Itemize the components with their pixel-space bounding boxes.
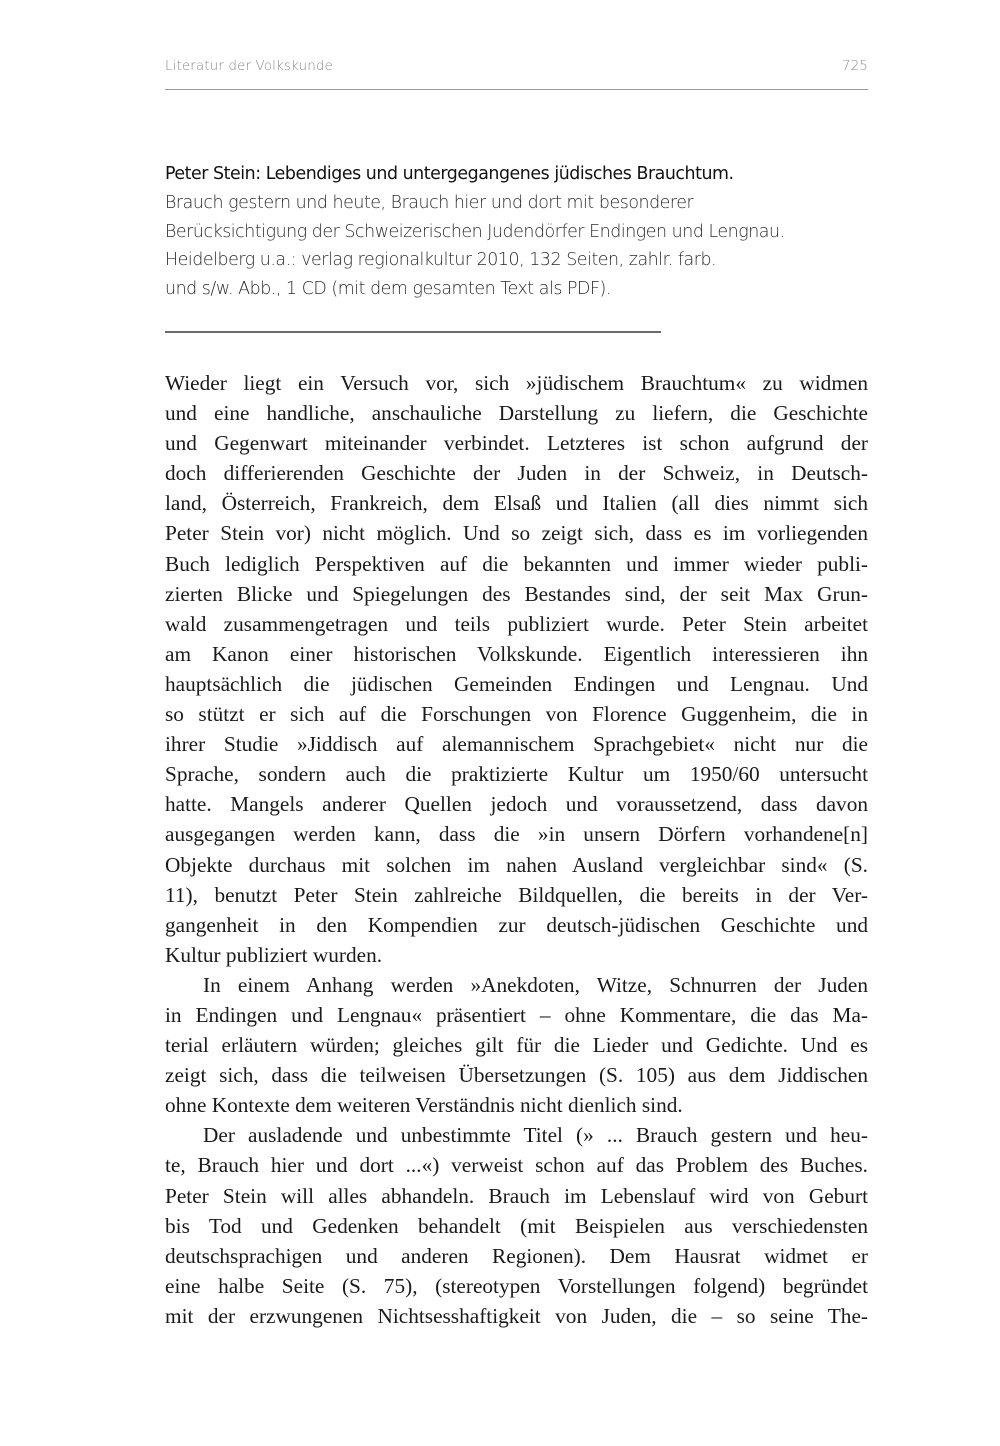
text-line: ihrer Studie »Jiddisch auf alemannischem Sprachgebiet« nicht nur die: [165, 732, 868, 757]
text-line: Sprache, sondern auch die praktizierte Kultur um 1950/60 untersucht: [165, 762, 868, 787]
text-line: und Gegenwart miteinander verbindet. Letzteres ist schon aufgrund der: [165, 431, 868, 456]
text-line: terial erläutern würden; gleiches gilt für die Lieder und Gedichte. Und es: [165, 1033, 868, 1058]
text-line: Buch lediglich Perspektiven auf die bekannten und immer wieder publi-: [165, 551, 868, 576]
text-line: hauptsächlich die jüdischen Gemeinden Endingen und Lengnau. Und: [165, 671, 868, 696]
page-number: 725: [841, 58, 868, 74]
citation-title: Peter Stein: Lebendiges und untergegangenes jüdisches Brauchtum.: [165, 164, 734, 184]
text-line: land, Österreich, Frankreich, dem Elsaß und Italien (all dies nimmt sich: [165, 491, 868, 516]
text-line: wald zusammengetragen und teils publiziert wurde. Peter Stein arbeitet: [165, 611, 868, 636]
text-line: Peter Stein vor) nicht möglich. Und so zeigt sich, dass es im vorliegenden: [165, 521, 868, 546]
text-line: ohne Kontexte dem weiteren Verständnis nicht dienlich sind.: [165, 1093, 683, 1118]
review-body: [165, 368, 868, 1331]
running-head: [165, 58, 868, 78]
text-line: eine halbe Seite (S. 75), (stereotypen Vorstellungen folgend) begründet: [165, 1273, 868, 1298]
citation-line: und s/w. Abb., 1 CD (mit dem gesamten Text als PDF).: [165, 279, 611, 300]
paragraph-2: [165, 970, 868, 1120]
citation-line: Berücksichtigung der Schweizerischen Judendörfer Endingen und Lengnau.: [165, 221, 785, 242]
paragraph-1: [165, 368, 868, 970]
text-line: ausgegangen werden kann, dass die »in unsern Dörfern vorhandene[n]: [165, 822, 868, 847]
paragraph-3: [165, 1120, 868, 1331]
text-line: so stützt er sich auf die Forschungen von Florence Guggenheim, die in: [165, 702, 868, 727]
text-line: gangenheit in den Kompendien zur deutsch-jüdischen Geschichte und: [165, 912, 868, 937]
text-line: bis Tod und Gedenken behandelt (mit Beispielen aus verschiedensten: [165, 1213, 868, 1238]
text-line: Objekte durchaus mit solchen im nahen Ausland vergleichbar sind« (S.: [165, 852, 868, 877]
text-line: In einem Anhang werden »Anekdoten, Witze, Schnurren der Juden: [203, 972, 868, 997]
text-line: zeigt sich, dass die teilweisen Übersetzungen (S. 105) aus dem Jiddischen: [165, 1063, 868, 1088]
citation-divider: [165, 331, 661, 333]
text-line: Kultur publiziert wurden.: [165, 942, 383, 967]
header-divider: [165, 89, 868, 90]
text-line: doch differierenden Geschichte der Juden in der Schweiz, in Deutsch-: [165, 461, 868, 486]
text-line: hatte. Mangels anderer Quellen jedoch und voraussetzend, dass davon: [165, 792, 868, 817]
book-citation: [165, 160, 905, 304]
text-line: und eine handliche, anschauliche Darstellung zu liefern, die Geschichte: [165, 401, 868, 426]
text-line: te, Brauch hier und dort ...«) verweist schon auf das Problem des Buches.: [165, 1153, 868, 1178]
citation-line: Heidelberg u.a.: verlag regionalkultur 2010, 132 Seiten, zahlr. farb.: [165, 250, 717, 271]
text-line: zierten Blicke und Spiegelungen des Bestandes sind, der seit Max Grun-: [165, 581, 868, 606]
text-line: Der ausladende und unbestimmte Titel (» ... Brauch gestern und heu-: [203, 1123, 868, 1148]
running-title: Literatur der Volkskunde: [165, 58, 333, 74]
text-line: Wieder liegt ein Versuch vor, sich »jüdischem Brauchtum« zu widmen: [165, 371, 868, 395]
text-line: deutschsprachigen und anderen Regionen). Dem Hausrat widmet er: [165, 1243, 868, 1268]
citation-line: Brauch gestern und heute, Brauch hier und dort mit besonderer: [165, 192, 694, 213]
text-line: 11), benutzt Peter Stein zahlreiche Bildquellen, die bereits in der Ver-: [165, 882, 868, 907]
text-line: in Endingen und Lengnau« präsentiert – ohne Kommentare, die das Ma-: [165, 1002, 868, 1027]
text-line: am Kanon einer historischen Volkskunde. Eigentlich interessieren ihn: [165, 641, 868, 666]
text-line: Peter Stein will alles abhandeln. Brauch im Lebenslauf wird von Geburt: [165, 1183, 868, 1208]
text-line: mit der erzwungenen Nichtsesshaftigkeit von Juden, die – so seine The-: [165, 1303, 868, 1328]
